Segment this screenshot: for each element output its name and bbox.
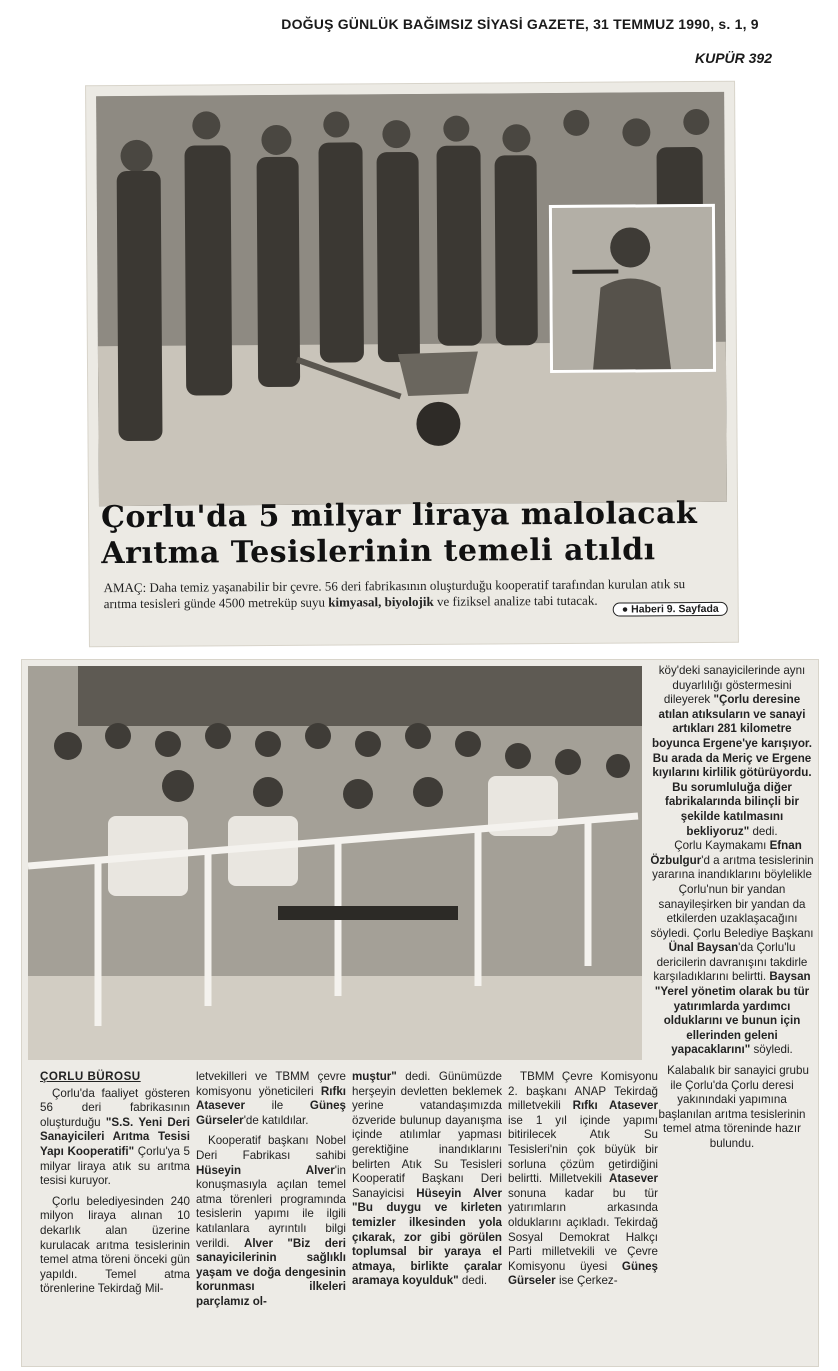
article-columns xyxy=(40,1070,814,1360)
rcol-text: dedi. xyxy=(752,824,778,838)
clip-number: KUPÜR 392 xyxy=(694,50,772,66)
lead-text: Daha temiz yaşanabilir bir çevre. 56 deri fabrikasının oluşturduğu kooperatif tarafından kurulan atık su arıtma tesisleri günde 4500 metreküp suyu xyxy=(103,576,686,612)
col-text: 'in konuşmasıyla açılan temel atma törenleri programında tesislerin yapımı ile ilgili katılanlara ayrıntılı bilgi verildi. xyxy=(196,1163,346,1250)
col-text: letvekilleri ve TBMM çevre komisyonu yöneticileri xyxy=(196,1070,346,1098)
headline-line-1: Çorlu'da 5 milyar liraya malolacak xyxy=(100,496,698,536)
col-text: ise Çerkez- xyxy=(558,1274,618,1288)
article-column-4 xyxy=(508,1070,658,1289)
rcol-name: Efnan Özbulgur xyxy=(650,839,802,867)
audience-photo xyxy=(28,666,642,1060)
person-name: Rıfkı Atasever xyxy=(572,1099,658,1113)
col-text: Kooperatif başkanı Nobel Deri Fabrikası sahibi xyxy=(196,1134,346,1162)
rcol-quote: Baysan "Yerel yönetim olarak bu tür yatırımlarda yardımcı olduklarını ve bunun için ellerinden geleni yapacaklarını" xyxy=(654,970,811,1057)
speaker-illustration xyxy=(552,207,713,370)
col-text: dedi. Günümüzde herşeyin devletten beklemek yerine vatandaşımızda özveride bulunup dayanışma içinde atılımlar yapması gerektiğine inandıklarını belirten Atık Su Tesisleri Kooperatif Başkanı Deri Sanayicisi xyxy=(352,1070,502,1200)
col-text: 'de katıldılar. xyxy=(243,1113,309,1127)
ceremony-photo xyxy=(96,92,727,506)
byline: ÇORLU BÜROSU xyxy=(40,1070,141,1083)
col-text: ile xyxy=(271,1099,284,1113)
article-column-1 xyxy=(40,1070,190,1297)
col-text: TBMM Çevre Komisyonu 2. başkanı ANAP Tekirdağ milletvekili xyxy=(508,1070,658,1113)
continued-ref: ● Haberi 9. Sayfada xyxy=(613,602,728,617)
rcol-text: Kalabalık bir sanayici grubu ile Çorlu'da Çorlu deresi yakınındaki yapımına başlanılan arıtma tesislerinin temel atma töreninde hazır bulundu. xyxy=(658,1064,809,1150)
article-column-3 xyxy=(352,1070,502,1289)
front-page-clipping xyxy=(86,82,738,647)
coop-name: "S.S. Yeni Deri Sanayicileri Arıtma Tesisi Yapı Kooperatifi" xyxy=(40,1115,190,1158)
front-headline xyxy=(101,496,725,572)
col-text: Çorlu'ya 5 milyar liraya atık su arıtma tesisi kuruyor. xyxy=(40,1144,190,1188)
col-text: Çorlu belediyesinden 240 milyon liraya alınan 10 dekarlık alan üzerine kurulacak arıtma tesislerinin temel atma töreni önceki gün yapıldı. Temel atma törenlerine Tekirdağ Mil- xyxy=(40,1194,190,1296)
person-name: Atasever xyxy=(609,1172,658,1186)
quote: Alver "Biz deri sanayicilerinin sağlıklı yaşam ve doğa dengesinin korunması ilkeleri parçlamız ol- xyxy=(196,1236,346,1308)
article-column-2 xyxy=(196,1070,346,1310)
lead-label: AMAÇ: xyxy=(103,579,147,596)
lead-end: ve fiziksel analize tabi tutacak. xyxy=(436,592,598,609)
col-text: sonuna kadar bu tür yatırımların arkasında olduklarını açıkladı. Tekirdağ Sosyal Demokrat Halkçı Parti milletvekili ve Çevre Komisyonu üyesi xyxy=(508,1186,658,1273)
quote: Hüseyin Alver "Bu duygu ve kirleten temizler ilkesinden yola çıkarak, zor gibi görülen toplumsal bir yaraya el atmaya, birlikte çaralar aramaya koyulduk" xyxy=(352,1186,502,1288)
col-text: Çorlu'da faaliyet gösteren 56 deri fabrikasının oluşturduğu xyxy=(40,1086,190,1129)
audience-illustration xyxy=(28,666,642,1060)
col-text: ise 1 yıl içinde yapımı bitirilecek Atık Su Tesisleri'nin çok büyük bir sorluna çözüm getirdiğini belirtti. Milletvekili xyxy=(508,1113,658,1186)
rcol-text: 'da Çorlu'lu dericilerin davranışını takdirle karşıladıklarını belirtti. xyxy=(653,941,808,984)
quote: muştur" xyxy=(352,1070,397,1083)
lead-bold: kimyasal, biyolojik xyxy=(328,593,434,610)
person-name: Hüseyin Alver xyxy=(196,1163,335,1177)
rcol-text: Çorlu Kaymakamı xyxy=(674,839,767,853)
person-name: Güneş Gürseler xyxy=(508,1259,658,1288)
rcol-text: köy'deki sanayicilerinde aynı duyarlılığı göstermesini dileyerek xyxy=(658,664,806,707)
speaker-inset-photo xyxy=(549,204,716,373)
inner-page-clipping xyxy=(22,660,818,1366)
newspaper-source-line: DOĞUŞ GÜNLÜK BAĞIMSIZ SİYASİ GAZETE, 31 TEMMUZ 1990, s. 1, 9 xyxy=(281,16,759,32)
rcol-name: Ünal Baysan xyxy=(668,941,739,955)
col-text: dedi. xyxy=(461,1274,488,1288)
rcol-text: 'd a arıtma tesislerinin yararına inandıklarını böylelikle Çorlu'nun bir yandan sanayileşirken bir yandan da etkilerden uzaklaşacağını söyledi. Çorlu Belediye Başkanı xyxy=(650,853,814,940)
headline-line-2: Arıtma Tesislerinin temeli atıldı xyxy=(101,532,656,572)
person-name: Güneş Gürseler xyxy=(196,1099,346,1127)
rcol-text: söyledi. xyxy=(753,1043,793,1057)
person-name: Rıfkı Atasever xyxy=(196,1084,346,1113)
rcol-quote: "Çorlu deresine atılan atıksuların ve sanayi artıkları 281 kilometre boyunca Ergene'ye karışıyor. Bu arada da Meriç ve Ergene kıyılarını kirlilik götürüyordu. Bu sorumluluğa diğer fabrikalarında bilinçli bir şekilde katılmasını bekliyoruz" xyxy=(652,693,812,838)
